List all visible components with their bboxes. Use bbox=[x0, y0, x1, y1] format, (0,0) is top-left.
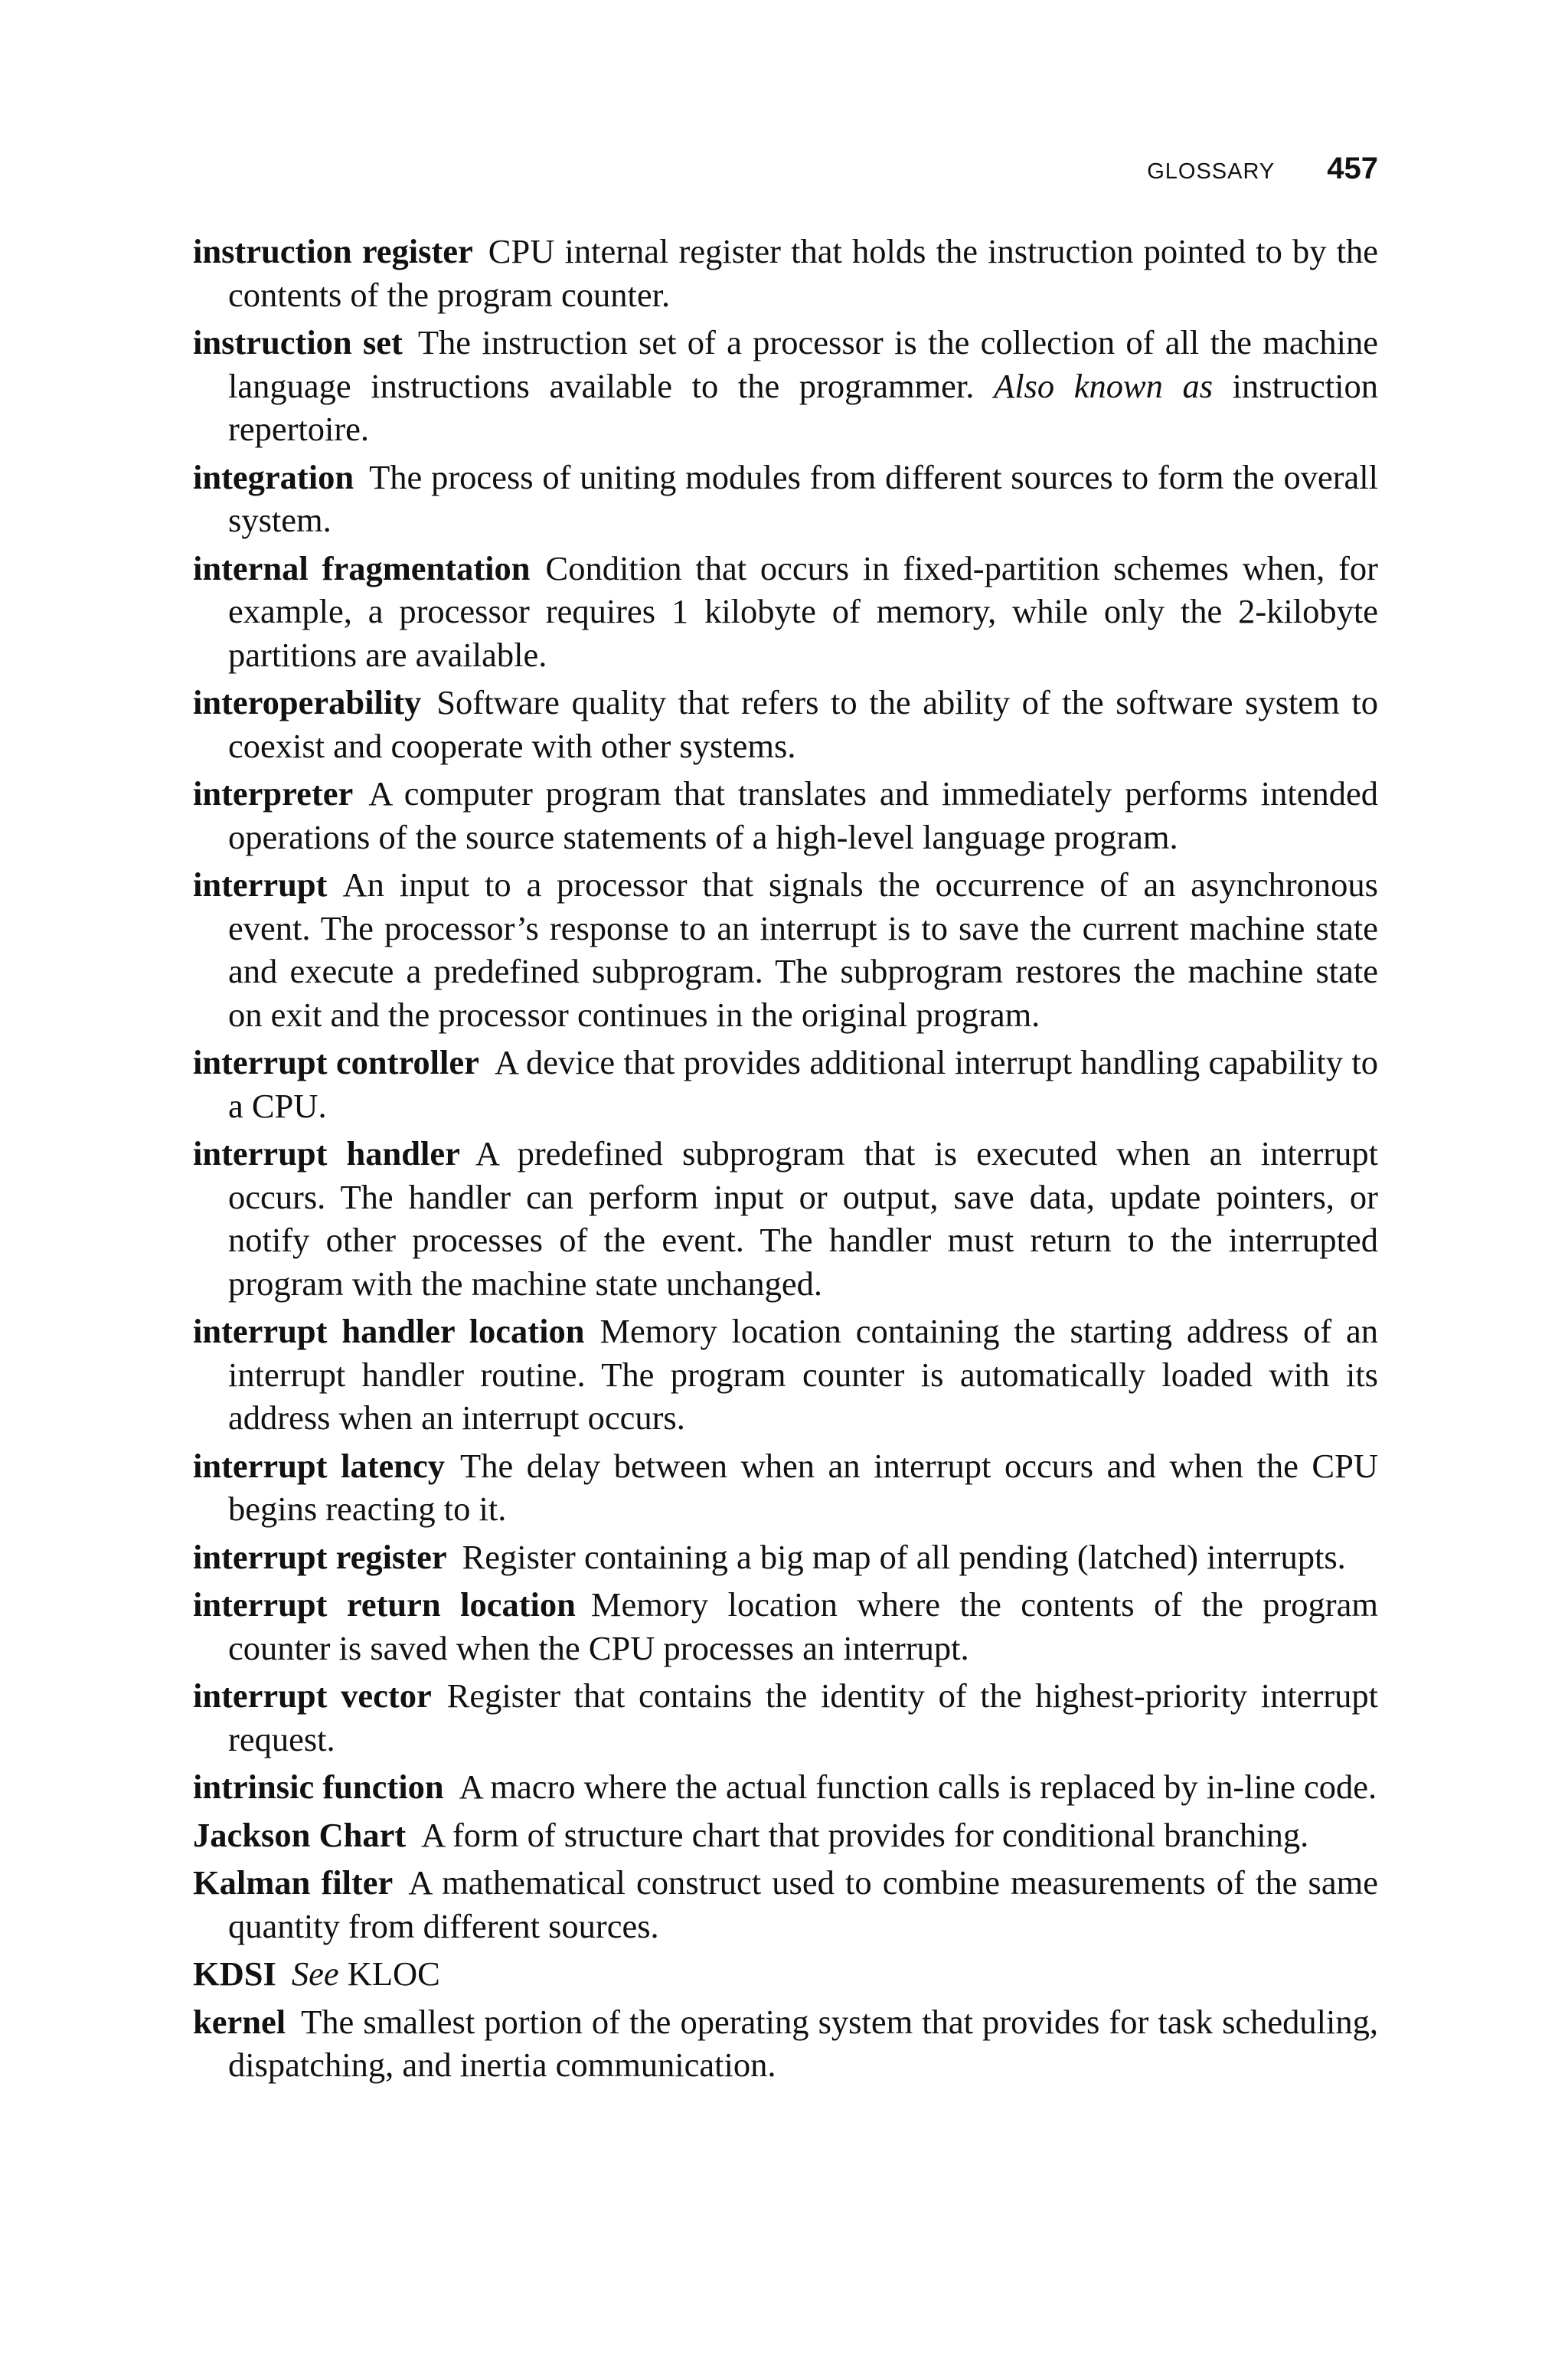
entry-definition: Memory location containing the starting address of an interrupt handler routine. The program counter is automatically loaded with its address when an interrupt occurs. bbox=[228, 1312, 1378, 1437]
entry-definition: A mathematical construct used to combine measurements of the same quantity from different sources. bbox=[228, 1863, 1378, 1945]
glossary-entry-interrupt-vector bbox=[193, 1674, 1378, 1761]
glossary-entry-interrupt-latency bbox=[193, 1444, 1378, 1531]
glossary-entry-instruction-register bbox=[193, 230, 1378, 316]
glossary-entry-interoperability bbox=[193, 681, 1378, 767]
entry-definition: The smallest portion of the operating system that provides for task scheduling, dispatching, and inertia communication. bbox=[228, 2002, 1378, 2084]
entry-term: interrupt handler bbox=[193, 1134, 460, 1173]
entry-definition: Condition that occurs in fixed-partition schemes when, for example, a processor requires 1 kilobyte of memory, while only the 2-kilobyte partitions are available. bbox=[228, 548, 1378, 674]
entry-definition: Register that contains the identity of the highest-priority interrupt request. bbox=[228, 1676, 1378, 1758]
entry-term: Kalman filter bbox=[193, 1863, 394, 1902]
glossary-entry-kernel bbox=[193, 2000, 1378, 2087]
glossary-entry-kdsi bbox=[193, 1952, 1378, 1996]
entry-definition: An input to a processor that signals the occurrence of an asynchronous event. The processor’s response to an interrupt is to save the current machine state and execute a predefined subprogram. The subprogram restores the machine state on exit and the processor continues in the original program. bbox=[228, 865, 1378, 1034]
glossary-list bbox=[193, 230, 1378, 2092]
entry-definition: Software quality that refers to the ability of the software system to coexist and cooperate with other systems. bbox=[228, 683, 1378, 765]
entry-term: interrupt controller bbox=[193, 1043, 479, 1081]
entry-term: instruction register bbox=[193, 232, 473, 270]
see-target: KLOC bbox=[347, 1954, 440, 1993]
entry-term: interrupt handler location bbox=[193, 1312, 585, 1350]
entry-term: KDSI bbox=[193, 1954, 276, 1993]
entry-term: interrupt vector bbox=[193, 1676, 432, 1715]
glossary-entry-instruction-set bbox=[193, 321, 1378, 451]
glossary-entry-interpreter bbox=[193, 772, 1378, 859]
entry-term: interrupt latency bbox=[193, 1446, 446, 1485]
entry-term: Jackson Chart bbox=[193, 1815, 407, 1854]
entry-definition: A form of structure chart that provides for conditional branching. bbox=[421, 1815, 1309, 1854]
entry-term: kernel bbox=[193, 2002, 286, 2041]
entry-definition: The instruction set of a processor is the collection of all the machine language instructions available to the programmer. bbox=[228, 323, 1378, 405]
glossary-entry-interrupt bbox=[193, 863, 1378, 1036]
entry-definition: Memory location where the contents of the program counter is saved when the CPU processes an interrupt. bbox=[228, 1585, 1378, 1667]
entry-definition: The delay between when an interrupt occurs and when the CPU begins reacting to it. bbox=[228, 1446, 1378, 1528]
entry-term: interrupt return location bbox=[193, 1585, 576, 1624]
entry-definition: A predefined subprogram that is executed when an interrupt occurs. The handler can perform input or output, save data, update pointers, or notify other processes of the event. The handler must return to the interrupted program with the machine state unchanged. bbox=[228, 1134, 1378, 1303]
page-header bbox=[1147, 152, 1378, 186]
entry-definition: A device that provides additional interrupt handling capability to a CPU. bbox=[228, 1043, 1379, 1125]
entry-term: interoperability bbox=[193, 683, 422, 721]
also-known-as-label: Also known as bbox=[994, 366, 1214, 405]
entry-term: interrupt bbox=[193, 865, 328, 904]
entry-term: interpreter bbox=[193, 774, 354, 813]
glossary-entry-intrinsic-function bbox=[193, 1765, 1378, 1809]
see-label: See bbox=[291, 1954, 339, 1993]
entry-term: integration bbox=[193, 457, 354, 496]
entry-definition: A computer program that translates and immediately performs intended operations of the source statements of a high-level language program. bbox=[228, 774, 1378, 856]
entry-definition: CPU internal register that holds the instruction pointed to by the contents of the program counter. bbox=[228, 232, 1378, 314]
glossary-entry-interrupt-controller bbox=[193, 1041, 1378, 1127]
entry-term: internal fragmentation bbox=[193, 548, 531, 587]
entry-term: interrupt register bbox=[193, 1537, 447, 1576]
entry-definition: A macro where the actual function calls is replaced by in-line code. bbox=[459, 1768, 1377, 1806]
entry-definition: Register containing a big map of all pending (latched) interrupts. bbox=[462, 1537, 1346, 1576]
glossary-entry-integration bbox=[193, 456, 1378, 542]
running-head: GLOSSARY bbox=[1147, 159, 1276, 184]
page-number: 457 bbox=[1327, 152, 1378, 185]
glossary-entry-interrupt-return-location bbox=[193, 1583, 1378, 1670]
glossary-entry-interrupt-handler bbox=[193, 1132, 1378, 1305]
glossary-entry-jackson-chart bbox=[193, 1814, 1378, 1857]
entry-term: instruction set bbox=[193, 323, 403, 361]
glossary-entry-interrupt-handler-location bbox=[193, 1310, 1378, 1440]
entry-term: intrinsic function bbox=[193, 1768, 444, 1806]
glossary-entry-internal-fragmentation bbox=[193, 547, 1378, 677]
also-known-as-value: instruction repertoire. bbox=[228, 366, 1378, 448]
glossary-entry-interrupt-register bbox=[193, 1536, 1378, 1579]
glossary-entry-kalman-filter bbox=[193, 1861, 1378, 1948]
entry-definition: The process of uniting modules from different sources to form the overall system. bbox=[228, 457, 1378, 539]
